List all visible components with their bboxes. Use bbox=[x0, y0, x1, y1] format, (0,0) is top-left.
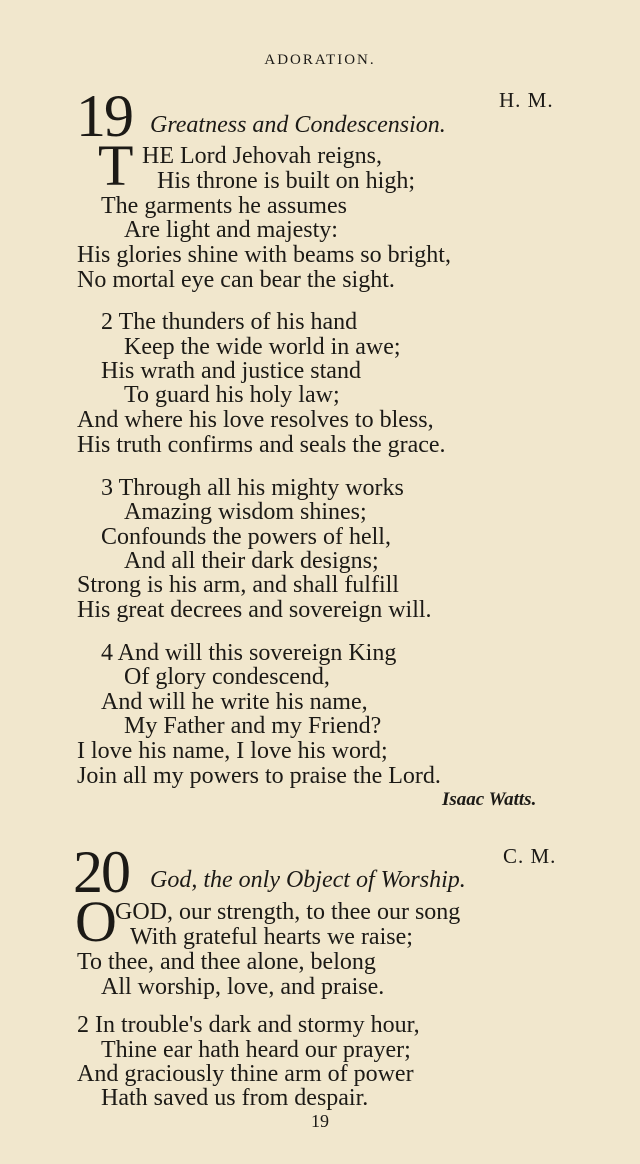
hymn-20-line-2: With grateful hearts we raise; bbox=[130, 924, 413, 950]
hymn-19-meter: H. M. bbox=[499, 88, 554, 112]
hymn-19-s2-line-6: His truth confirms and seals the grace. bbox=[77, 432, 446, 458]
running-head: ADORATION. bbox=[264, 52, 376, 68]
hymn-19-s3-line-2: Amazing wisdom shines; bbox=[124, 499, 367, 525]
hymn-19-s3-line-4: And all their dark designs; bbox=[124, 548, 379, 574]
hymn-19-s2-line-4: To guard his holy law; bbox=[124, 382, 340, 408]
hymn-19-s4-line-4: My Father and my Friend? bbox=[124, 713, 382, 739]
hymn-19-line-1: HE Lord Jehovah reigns, bbox=[142, 143, 382, 169]
hymn-19-s2-line-2: Keep the wide world in awe; bbox=[124, 334, 401, 360]
hymn-19-s4-line-1: 4 And will this sovereign King bbox=[101, 640, 397, 666]
hymn-19-line-6: No mortal eye can bear the sight. bbox=[77, 267, 395, 293]
hymn-19-title: Greatness and Condescension. bbox=[150, 112, 446, 138]
hymn-19-s4-line-5: I love his name, I love his word; bbox=[77, 738, 388, 764]
hymn-19-line-2: His throne is built on high; bbox=[157, 168, 415, 194]
hymn-19-line-4: Are light and majesty: bbox=[124, 217, 338, 243]
hymn-19-s3-line-3: Confounds the powers of hell, bbox=[101, 524, 391, 550]
hymn-19-s4-line-2: Of glory condescend, bbox=[124, 664, 330, 690]
hymn-20-line-1: GOD, our strength, to thee our song bbox=[115, 899, 461, 925]
hymn-20-dropcap: O bbox=[75, 889, 117, 954]
hymn-20-line-3: To thee, and thee alone, belong bbox=[77, 949, 376, 975]
hymn-19-s2-line-1: 2 The thunders of his hand bbox=[101, 309, 358, 335]
hymn-19-s2-line-3: His wrath and justice stand bbox=[101, 358, 361, 384]
hymn-20-meter: C. M. bbox=[503, 844, 557, 868]
hymn-20-s2-line-4: Hath saved us from despair. bbox=[101, 1085, 369, 1111]
hymn-19-s4-line-6: Join all my powers to praise the Lord. bbox=[77, 763, 441, 789]
hymn-19-line-5: His glories shine with beams so bright, bbox=[77, 242, 451, 268]
hymn-20-number: 20 bbox=[73, 839, 129, 905]
hymn-19-author: Isaac Watts. bbox=[442, 789, 537, 810]
hymn-20-title: God, the only Object of Worship. bbox=[150, 867, 466, 893]
hymn-19-s3-line-5: Strong is his arm, and shall fulfill bbox=[77, 572, 399, 598]
hymn-20-s2-line-1: 2 In trouble's dark and stormy hour, bbox=[77, 1012, 420, 1038]
hymn-19-line-3: The garments he assumes bbox=[101, 193, 347, 219]
page-number: 19 bbox=[311, 1111, 329, 1131]
hymn-19-dropcap: T bbox=[98, 133, 134, 198]
hymn-19-number: 19 bbox=[76, 83, 132, 149]
hymn-19-s4-line-3: And will he write his name, bbox=[101, 689, 368, 715]
hymn-20-s2-line-2: Thine ear hath heard our prayer; bbox=[101, 1037, 411, 1063]
hymn-20-line-4: All worship, love, and praise. bbox=[101, 974, 385, 1000]
hymn-19-s3-line-6: His great decrees and sovereign will. bbox=[77, 597, 432, 623]
hymn-19-s3-line-1: 3 Through all his mighty works bbox=[101, 475, 404, 501]
hymn-19-s2-line-5: And where his love resolves to bless, bbox=[77, 407, 434, 433]
hymn-20-s2-line-3: And graciously thine arm of power bbox=[77, 1061, 414, 1087]
